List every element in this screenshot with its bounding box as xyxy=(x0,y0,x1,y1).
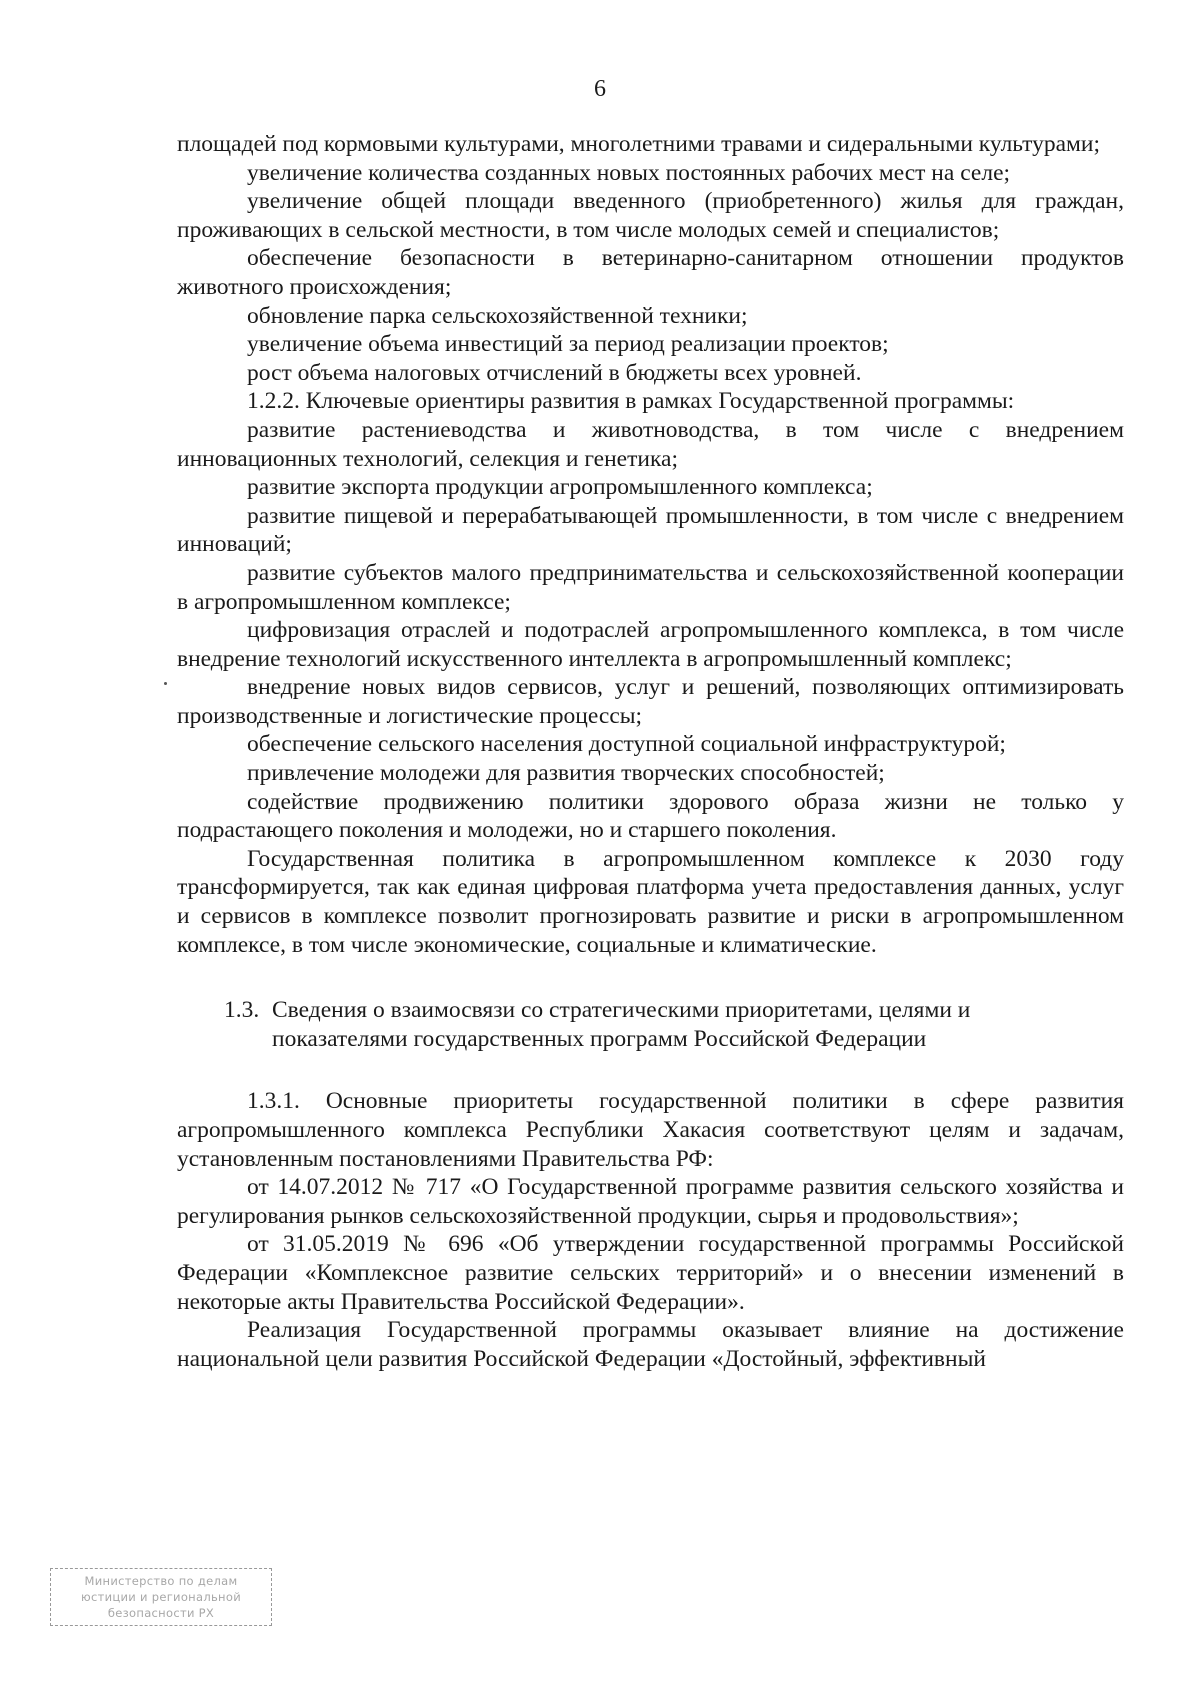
paragraph: увеличение объема инвестиций за период реализации проектов; xyxy=(247,331,889,358)
stamp-line: Министерство по делам xyxy=(84,1574,238,1588)
page-number: 6 xyxy=(594,76,606,102)
paragraph: обеспечение безопасности в ветеринарно-санитарном отношении продуктов животного происхождения; xyxy=(177,245,1124,300)
paragraph: развитие растениеводства и животноводства, в том числе с внедрением инновационных технологий, селекция и генетика; xyxy=(177,416,1124,472)
paragraph: 1.2.2. Ключевые ориентиры развития в рамках Государственной программы: xyxy=(247,388,1015,415)
stamp-line: юстиции и региональной xyxy=(81,1590,241,1604)
paragraph: цифровизация отраслей и подотраслей агропромышленного комплекса, в том числе внедрение технологий искусственного интеллекта в агропромышленный комплекс; xyxy=(177,617,1124,672)
paragraph: увеличение количества созданных новых постоянных рабочих мест на селе; xyxy=(247,159,1011,186)
paragraph: от 31.05.2019 № 696 «Об утверждении государственной программы Российской Федерации «Комплексное развитие сельских территорий» и о внесении изменений в некоторые акты Правительства Российской Федерации». xyxy=(177,1231,1124,1315)
section-heading xyxy=(177,996,1124,1053)
section-number: 1.3. xyxy=(224,997,260,1024)
paragraph: от 14.07.2012 № 717 «О Государственной программе развития сельского хозяйства и регулирования рынков сельскохозяйственной продукции, сырья и продовольствия»; xyxy=(177,1174,1124,1229)
paragraph: развитие субъектов малого предпринимательства и сельскохозяйственной кооперации в агропромышленном комплексе; xyxy=(177,559,1124,615)
paragraph: рост объема налоговых отчислений в бюджеты всех уровней. xyxy=(247,359,862,386)
paragraph: увеличение общей площади введенного (приобретенного) жилья для граждан, проживающих в сельской местности, в том числе молодых семей и специалистов; xyxy=(177,188,1124,243)
paragraph: развитие пищевой и перерабатывающей промышленности, в том числе с внедрением инноваций; xyxy=(177,502,1124,558)
registration-stamp xyxy=(50,1568,272,1626)
paragraph: развитие экспорта продукции агропромышленного комплекса; xyxy=(247,474,873,501)
scan-speck xyxy=(164,682,167,685)
paragraph: обеспечение сельского населения доступной социальной инфраструктурой; xyxy=(247,731,1006,758)
paragraph: внедрение новых видов сервисов, услуг и решений, позволяющих оптимизировать производственные и логистические процессы; xyxy=(177,674,1124,729)
paragraph: Реализация Государственной программы оказывает влияние на достижение национальной цели развития Российской Федерации «Достойный, эффективный xyxy=(177,1317,1124,1372)
paragraph: Государственная политика в агропромышленном комплексе к 2030 году трансформируется, так как единая цифровая платформа учета предоставления данных, услуг и сервисов в комплексе позволит прогнозировать развитие и риски в агропромышленном комплексе, в том числе экономические, социальные и климатические. xyxy=(177,845,1124,958)
stamp-line: безопасности РХ xyxy=(107,1606,215,1620)
section-title: Сведения о взаимосвязи со стратегическими приоритетами, целями и показателями государственных программ Российской Федерации xyxy=(272,997,971,1052)
paragraph: 1.3.1. Основные приоритеты государственной политики в сфере развития агропромышленного комплекса Республики Хакасия соответствуют целям и задачам, установленным постановлениями Правительства РФ: xyxy=(177,1088,1124,1172)
paragraph: содействие продвижению политики здорового образа жизни не только у подрастающего поколения и молодежи, но и старшего поколения. xyxy=(177,788,1124,844)
paragraph: обновление парка сельскохозяйственной техники; xyxy=(247,302,748,329)
paragraph: привлечение молодежи для развития творческих способностей; xyxy=(247,760,885,787)
paragraph: площадей под кормовыми культурами, многолетними травами и сидеральными культурами; xyxy=(177,131,1100,157)
document-body xyxy=(177,130,1124,1373)
